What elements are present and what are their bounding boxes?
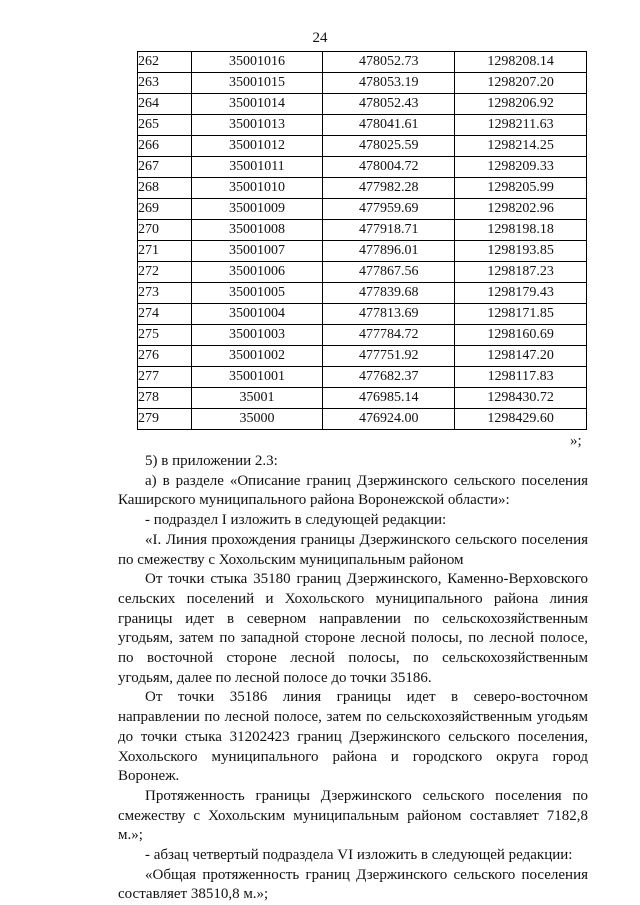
- page-number: 24: [312, 30, 328, 46]
- row-number-cell: 270: [138, 220, 192, 241]
- table-row: [138, 94, 587, 115]
- x-coordinate-cell: 476985.14: [323, 388, 455, 409]
- paragraph-section-a: а) в разделе «Описание границ Дзержинского сельского поселения Каширского муниципального района Воронежской области»:: [118, 472, 588, 509]
- point-id-cell: 35001016: [191, 52, 323, 73]
- x-coordinate-cell: 477896.01: [323, 241, 455, 262]
- x-coordinate-cell: 478004.72: [323, 157, 455, 178]
- table-row: [138, 241, 587, 262]
- y-coordinate-cell: 1298206.92: [455, 94, 587, 115]
- coordinates-table: [137, 51, 587, 430]
- y-coordinate-cell: 1298117.83: [455, 367, 587, 388]
- point-id-cell: 35001011: [191, 157, 323, 178]
- row-number-cell: 271: [138, 241, 192, 262]
- row-number-cell: 266: [138, 136, 192, 157]
- table-row: [138, 367, 587, 388]
- x-coordinate-cell: 478053.19: [323, 73, 455, 94]
- table-row: [138, 346, 587, 367]
- y-coordinate-cell: 1298193.85: [455, 241, 587, 262]
- x-coordinate-cell: 477751.92: [323, 346, 455, 367]
- point-id-cell: 35001010: [191, 178, 323, 199]
- point-id-cell: 35001009: [191, 199, 323, 220]
- x-coordinate-cell: 477959.69: [323, 199, 455, 220]
- y-coordinate-cell: 1298214.25: [455, 136, 587, 157]
- y-coordinate-cell: 1298187.23: [455, 262, 587, 283]
- point-id-cell: 35001002: [191, 346, 323, 367]
- point-id-cell: 35001004: [191, 304, 323, 325]
- point-id-cell: 35001006: [191, 262, 323, 283]
- x-coordinate-cell: 477784.72: [323, 325, 455, 346]
- x-coordinate-cell: 476924.00: [323, 409, 455, 430]
- y-coordinate-cell: 1298209.33: [455, 157, 587, 178]
- point-id-cell: 35000: [191, 409, 323, 430]
- x-coordinate-cell: 478052.73: [323, 52, 455, 73]
- table-row: [138, 157, 587, 178]
- coordinates-table-body: [138, 52, 587, 430]
- y-coordinate-cell: 1298205.99: [455, 178, 587, 199]
- quote-close: »;: [570, 433, 582, 449]
- row-number-cell: 269: [138, 199, 192, 220]
- point-id-cell: 35001008: [191, 220, 323, 241]
- table-row: [138, 304, 587, 325]
- point-id-cell: 35001013: [191, 115, 323, 136]
- point-id-cell: 35001005: [191, 283, 323, 304]
- row-number-cell: 279: [138, 409, 192, 430]
- table-row: [138, 262, 587, 283]
- paragraph-boundary-length: Протяженность границы Дзержинского сельского поселения по смежеству с Хохольским муниципальным районом составляет 7182,8 м.»;: [118, 787, 588, 844]
- row-number-cell: 278: [138, 388, 192, 409]
- point-id-cell: 35001: [191, 388, 323, 409]
- x-coordinate-cell: 478025.59: [323, 136, 455, 157]
- row-number-cell: 268: [138, 178, 192, 199]
- table-row: [138, 136, 587, 157]
- row-number-cell: 265: [138, 115, 192, 136]
- y-coordinate-cell: 1298429.60: [455, 409, 587, 430]
- x-coordinate-cell: 478052.43: [323, 94, 455, 115]
- y-coordinate-cell: 1298171.85: [455, 304, 587, 325]
- point-id-cell: 35001015: [191, 73, 323, 94]
- table-row: [138, 178, 587, 199]
- x-coordinate-cell: 477982.28: [323, 178, 455, 199]
- point-id-cell: 35001001: [191, 367, 323, 388]
- paragraph-fourth-abzac-instruction: - абзац четвертый подраздела VI изложить в следующей редакции:: [145, 847, 573, 864]
- row-number-cell: 272: [138, 262, 192, 283]
- x-coordinate-cell: 477813.69: [323, 304, 455, 325]
- y-coordinate-cell: 1298208.14: [455, 52, 587, 73]
- y-coordinate-cell: 1298211.63: [455, 115, 587, 136]
- table-row: [138, 220, 587, 241]
- x-coordinate-cell: 477839.68: [323, 283, 455, 304]
- paragraph-subsection-title: «I. Линия прохождения границы Дзержинского сельского поселения по смежеству с Хохольским муниципальным районом: [118, 531, 588, 568]
- y-coordinate-cell: 1298202.96: [455, 199, 587, 220]
- row-number-cell: 274: [138, 304, 192, 325]
- table-row: [138, 52, 587, 73]
- table-row: [138, 388, 587, 409]
- y-coordinate-cell: 1298198.18: [455, 220, 587, 241]
- point-id-cell: 35001014: [191, 94, 323, 115]
- table-row: [138, 73, 587, 94]
- paragraph-boundary-from-35180: От точки стыка 35180 границ Дзержинского, Каменно-Верховского сельских поселений и Хохольского муниципального района линия границы идет в северном направлении по сельскохозяйственным угодьям, затем по западной стороне лесной полосы, по лесной полосе, по восточной стороне лесной полосы, по сельскохозяйственным угодьям, далее по лесной полосе до точки 35186.: [118, 571, 588, 686]
- y-coordinate-cell: 1298430.72: [455, 388, 587, 409]
- table-row: [138, 325, 587, 346]
- paragraph-annex: 5) в приложении 2.3:: [145, 453, 278, 469]
- row-number-cell: 263: [138, 73, 192, 94]
- y-coordinate-cell: 1298207.20: [455, 73, 587, 94]
- table-row: [138, 409, 587, 430]
- row-number-cell: 276: [138, 346, 192, 367]
- row-number-cell: 273: [138, 283, 192, 304]
- paragraph-boundary-from-35186: От точки 35186 линия границы идет в северо-восточном направлении по лесной полосе, затем по сельскохозяйственным угодьям до точки стыка 31202423 границ Дзержинского сельского поселения, Хохольского муниципального района и городского округа город Воронеж.: [118, 689, 588, 785]
- x-coordinate-cell: 477682.37: [323, 367, 455, 388]
- point-id-cell: 35001003: [191, 325, 323, 346]
- point-id-cell: 35001007: [191, 241, 323, 262]
- x-coordinate-cell: 477867.56: [323, 262, 455, 283]
- row-number-cell: 262: [138, 52, 192, 73]
- table-row: [138, 283, 587, 304]
- y-coordinate-cell: 1298179.43: [455, 283, 587, 304]
- table-row: [138, 199, 587, 220]
- paragraph-total-length: «Общая протяженность границ Дзержинского сельского поселения составляет 38510,8 м.»;: [118, 866, 588, 903]
- row-number-cell: 264: [138, 94, 192, 115]
- y-coordinate-cell: 1298160.69: [455, 325, 587, 346]
- paragraph-subsection-instruction: - подраздел I изложить в следующей редакции:: [145, 512, 447, 529]
- row-number-cell: 275: [138, 325, 192, 346]
- y-coordinate-cell: 1298147.20: [455, 346, 587, 367]
- x-coordinate-cell: 478041.61: [323, 115, 455, 136]
- amendment-text: [118, 452, 588, 905]
- x-coordinate-cell: 477918.71: [323, 220, 455, 241]
- row-number-cell: 267: [138, 157, 192, 178]
- table-row: [138, 115, 587, 136]
- point-id-cell: 35001012: [191, 136, 323, 157]
- row-number-cell: 277: [138, 367, 192, 388]
